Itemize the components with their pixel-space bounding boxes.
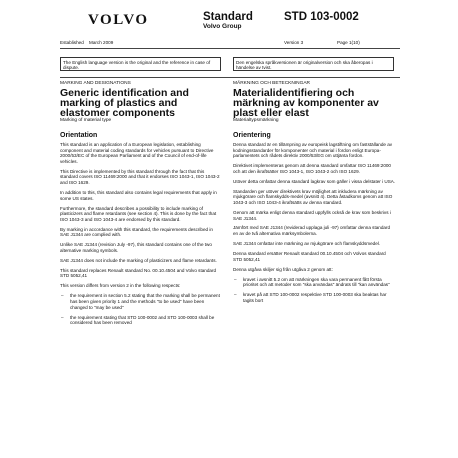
document-title: Materialidentifiering och märkning av komponenter av plast eller elast [233,87,379,119]
paragraph: Direktivet implementeras genom att denna standard omfattar ISO 11469:2000 och att den ikraftsätter ISO 1043-1, ISO 1043-2 och ISO 1629. [233,163,391,174]
volvo-logo: VOLVO [88,12,149,28]
paragraph: This standard is an application of a European legislation, establishing component and material coding standards for vehicles pursuant to Directive 2000/53/EC of the European Parliament and of the Council of end-of-life vehicles. [60,142,214,164]
standard-label: Standard [203,11,253,23]
header-divider [60,48,400,49]
paragraph: Utöver detta omfattar denna standard lagkrav som gäller i vissa delstater i USA. [233,178,396,184]
english-notice-box: The English language version is the original and the reference in case of dispute. [60,57,221,71]
english-column [60,81,223,330]
orientation-heading: Orientering [233,132,271,139]
document-title: Generic identification and marking of plastics and elastomer components [60,87,189,119]
paragraph: In addition to this, this standard also contains legal requirements that apply in some US states. [60,189,217,201]
paragraph: Standarden ger utöver direktivets krav möjlighet att inkludera märkning av mjukgörare och flamskydds-medel (avsnitt 4). Detta åstadkoms genom att ISO 1043-3 och ISO 1043-4 ikraftsätts av denna standard. [233,188,393,205]
section-label: MARKING AND DESIGNATIONS [60,81,131,86]
list-item: – the requirement stating that STD 100-0002 and STD 100-0003 shall be considered has been removed [60,315,223,326]
list-item: – kravet på att STD 100-0002 respektive STD 100-0003 ska beaktas har tagits bort [233,292,396,303]
standard-number: STD 103-0002 [284,11,359,23]
page-indicator: Page 1(10) [337,40,360,45]
paragraph: Denna standard är en tillämpning av europeisk lagstiftning om fastställande av kodningsstandarder för komponenter och material i fordon enligt Europa-parlamentets och rådets direktiv 2000/53/EG om uttjänta fordon. [233,142,393,159]
paragraph: SAE J1344 does not include the marking of plasticizers and flame retardants. [60,257,217,263]
paragraph: Unlike SAE J1344 (revision July -97), this standard contains one of the two alternative marking symbols. [60,242,212,253]
paragraph: Denna utgåva skiljer sig från utgåva 2 genom att: [233,266,333,272]
list-item: – the requirement in section 5.2 stating that the marking shall be permanent has been given priority 1 and the methods "to be used" have been changed to "may be used" [60,293,223,310]
list-item: – kravet i avsnitt 5.2 om att märkningen ska vara permanent fått första prioritet och att metoder som "ska användas" ändrats till "kan användas" [233,277,396,288]
document-subtitle: Marking of material type [60,118,112,123]
paragraph: Furthermore, the standard describes a possibility to include marking of plasticizers and flame retardants (see section 4). This is done by the fact that ISO 1043-3 and ISO 1043-4 are endorsed by this standard. [60,205,217,222]
paragraph: This Directive is implemented by this standard through the fact that this standard covers ISO 11469:2000 and that it endorses ISO 1043-1, ISO 1043-2 and ISO 1629. [60,168,220,185]
version-label: Version 3 [284,40,304,45]
paragraph: SAE J1344 omfattar inte märkning av mjukgörare och flamskyddsmedel. [233,241,381,247]
paragraph: Denna standard ersätter Renault standard 00.10.4504 och Volvos standard STD 5052,41 [233,251,386,262]
swedish-notice-box: Den engelska språkversionen är originalversion och ska åberopas i händelse av tvist. [233,57,394,71]
paragraph: Genom att märka enligt denna standard uppfylls också de krav som beskrivs i SAE J1344. [233,209,391,221]
group-label: Volvo Group [203,23,242,30]
changes-list [60,293,223,325]
orientation-heading: Orientation [60,132,98,139]
swedish-column [233,81,396,308]
section-label: MÄRKNING OCH BETECKNINGAR [233,81,311,86]
paragraph: This version differs from version 2 in the following respects: [60,283,181,289]
established-date: March 2009 [89,40,114,45]
established-label: Established [60,40,84,45]
paragraph: Jämfört med SAE J1344 (reviderad upplaga juli -97) omfattar denna standard en av de två alternativa märksymbolerna. [233,225,391,237]
changes-list [233,277,396,304]
paragraph: This standard replaces Renault standard No. 00.10.4504 and Volvo standard STD 5052,41 [60,267,217,279]
notice-divider [60,77,400,78]
paragraph: By marking in accordance with this standard, the requirements described in SAE J1344 are complied with. [60,226,213,238]
document-subtitle: Materialtypsmärkning [233,118,279,123]
